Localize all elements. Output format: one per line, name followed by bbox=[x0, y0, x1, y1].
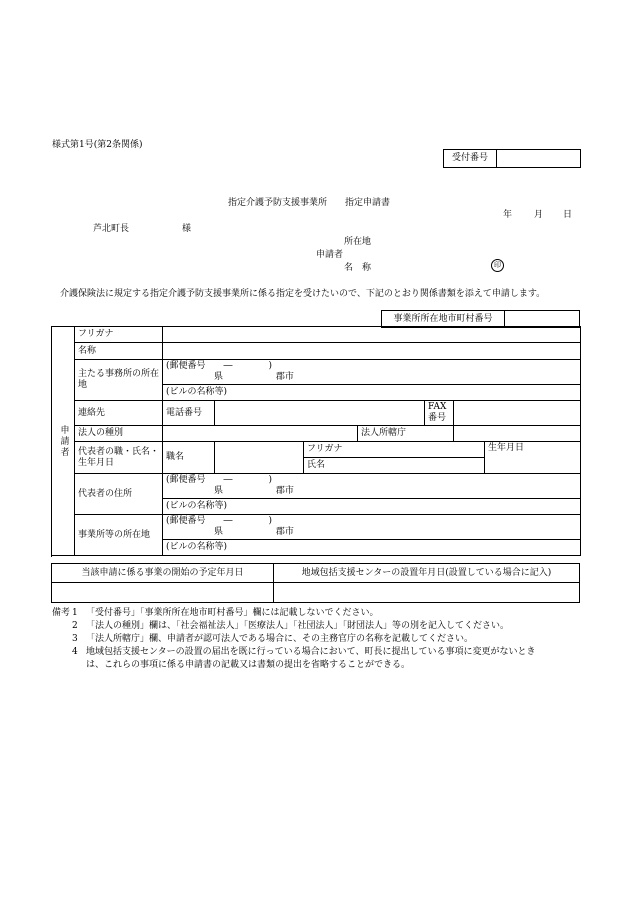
center-date-label: 地域包括支援センターの設置年月日(設置している場合に記入) bbox=[274, 564, 580, 583]
corp-authority-label: 法人所轄庁 bbox=[358, 426, 454, 442]
tel-field[interactable] bbox=[215, 401, 425, 426]
rep-address-field[interactable] bbox=[163, 474, 581, 499]
form-number: 様式第1号(第2条関係) bbox=[52, 140, 143, 150]
fax-label: FAX番号 bbox=[425, 401, 454, 426]
furigana-label: フリガナ bbox=[75, 327, 163, 343]
date-day: 日 bbox=[563, 210, 573, 220]
applicant-label: 申請者 bbox=[316, 250, 344, 260]
note-4-num: 4 bbox=[72, 647, 78, 657]
note-3 bbox=[72, 631, 473, 644]
note-1-num: 1 bbox=[72, 608, 78, 618]
note-1 bbox=[72, 605, 379, 618]
office-address-building-field[interactable]: (ビルの名称等) bbox=[163, 540, 581, 556]
name-field[interactable] bbox=[163, 343, 581, 360]
rep-address-postal: (郵便番号 ― ) bbox=[166, 475, 273, 485]
date-year: 年 bbox=[503, 210, 513, 220]
main-office-postal: (郵便番号 ― ) bbox=[166, 361, 273, 371]
office-address-field[interactable] bbox=[163, 515, 581, 540]
applicant-name-label: 名 称 bbox=[344, 263, 372, 273]
body-text: 介護保険法に規定する指定介護予防支援事業所に係る指定を受けたいので、下記のとおり関係書類を添えて申請します。 bbox=[60, 289, 546, 299]
tel-label: 電話番号 bbox=[163, 401, 215, 426]
job-title-field[interactable] bbox=[215, 442, 304, 474]
note-3-text: 「法人所轄庁」欄、申請者が認可法人である場合に、その主務官庁の名称を記載してください。 bbox=[86, 634, 474, 644]
applicant-address-label: 所在地 bbox=[344, 237, 372, 247]
office-address-region bbox=[166, 527, 577, 538]
center-date-field[interactable] bbox=[274, 583, 580, 603]
applicant-side-label: 申請者 bbox=[52, 327, 75, 556]
note-1-text: 「受付番号」「事業所所在地市町村番号」欄には記載しないでください。 bbox=[86, 608, 379, 618]
note-2 bbox=[72, 618, 509, 631]
note-2-num: 2 bbox=[72, 621, 78, 631]
rep-address-building-field[interactable]: (ビルの名称等) bbox=[163, 499, 581, 515]
main-office-pref: 県 bbox=[214, 372, 224, 382]
application-table bbox=[51, 326, 581, 556]
rep-furigana-field[interactable]: フリガナ bbox=[304, 442, 485, 458]
office-address-label: 事業所等の所在地 bbox=[75, 515, 163, 556]
rep-name-field[interactable]: 氏名 bbox=[304, 458, 485, 474]
rep-address-label: 代表者の住所 bbox=[75, 474, 163, 515]
main-office-building-field[interactable]: (ビルの名称等) bbox=[163, 385, 581, 401]
form-title: 指定介護予防支援事業所 指定申請書 bbox=[228, 198, 391, 208]
birth-date-field[interactable]: 生年月日 bbox=[485, 442, 581, 474]
rep-title-name-label: 代表者の職・氏名・生年月日 bbox=[75, 442, 163, 474]
office-address-district: 郡市 bbox=[275, 527, 294, 537]
receipt-number-box bbox=[443, 149, 581, 168]
note-4-text: 地域包括支援センターの設置の届出を既に行っている場合において、町長に提出している事項に変更がないとき bbox=[86, 647, 536, 657]
notes-label: 備考 bbox=[52, 608, 71, 618]
job-title-label: 職名 bbox=[163, 442, 215, 474]
seal-mark: 印 bbox=[491, 259, 504, 272]
addressee-suffix: 様 bbox=[182, 224, 192, 234]
note-2-text: 「法人の種別」欄は、「社会福祉法人」「医療法人」「社団法人」「財団法人」等の別を記入してください。 bbox=[86, 621, 510, 631]
receipt-number-label: 受付番号 bbox=[444, 150, 497, 168]
municipality-code-label: 事業所所在地市町村番号 bbox=[382, 311, 505, 328]
corp-type-field[interactable] bbox=[163, 426, 358, 442]
start-date-label: 当該申請に係る事業の開始の予定年月日 bbox=[52, 564, 274, 583]
main-office-district: 郡市 bbox=[275, 372, 294, 382]
receipt-number-field[interactable] bbox=[497, 150, 581, 168]
rep-address-region bbox=[166, 486, 577, 497]
date-month: 月 bbox=[534, 210, 544, 220]
date-table bbox=[51, 563, 580, 603]
start-date-field[interactable] bbox=[52, 583, 274, 603]
municipality-code-field[interactable] bbox=[505, 311, 580, 328]
addressee: 芦北町長 bbox=[93, 224, 130, 234]
note-4-continuation: は、これらの事項に係る申請書の記載又は書類の提出を省略することができる。 bbox=[86, 660, 411, 670]
main-office-address-field[interactable] bbox=[163, 360, 581, 385]
rep-address-district: 郡市 bbox=[275, 486, 294, 496]
fax-field[interactable] bbox=[454, 401, 581, 426]
furigana-field[interactable] bbox=[163, 327, 581, 343]
name-label: 名称 bbox=[75, 343, 163, 360]
main-office-region bbox=[166, 372, 577, 383]
main-office-label: 主たる事務所の所在地 bbox=[75, 360, 163, 401]
note-3-num: 3 bbox=[72, 634, 78, 644]
office-address-postal: (郵便番号 ― ) bbox=[166, 516, 273, 526]
corp-authority-field[interactable] bbox=[454, 426, 581, 442]
note-4 bbox=[72, 644, 535, 657]
rep-address-pref: 県 bbox=[214, 486, 224, 496]
contact-label: 連絡先 bbox=[75, 401, 163, 426]
office-address-pref: 県 bbox=[214, 527, 224, 537]
corp-type-label: 法人の種別 bbox=[75, 426, 163, 442]
